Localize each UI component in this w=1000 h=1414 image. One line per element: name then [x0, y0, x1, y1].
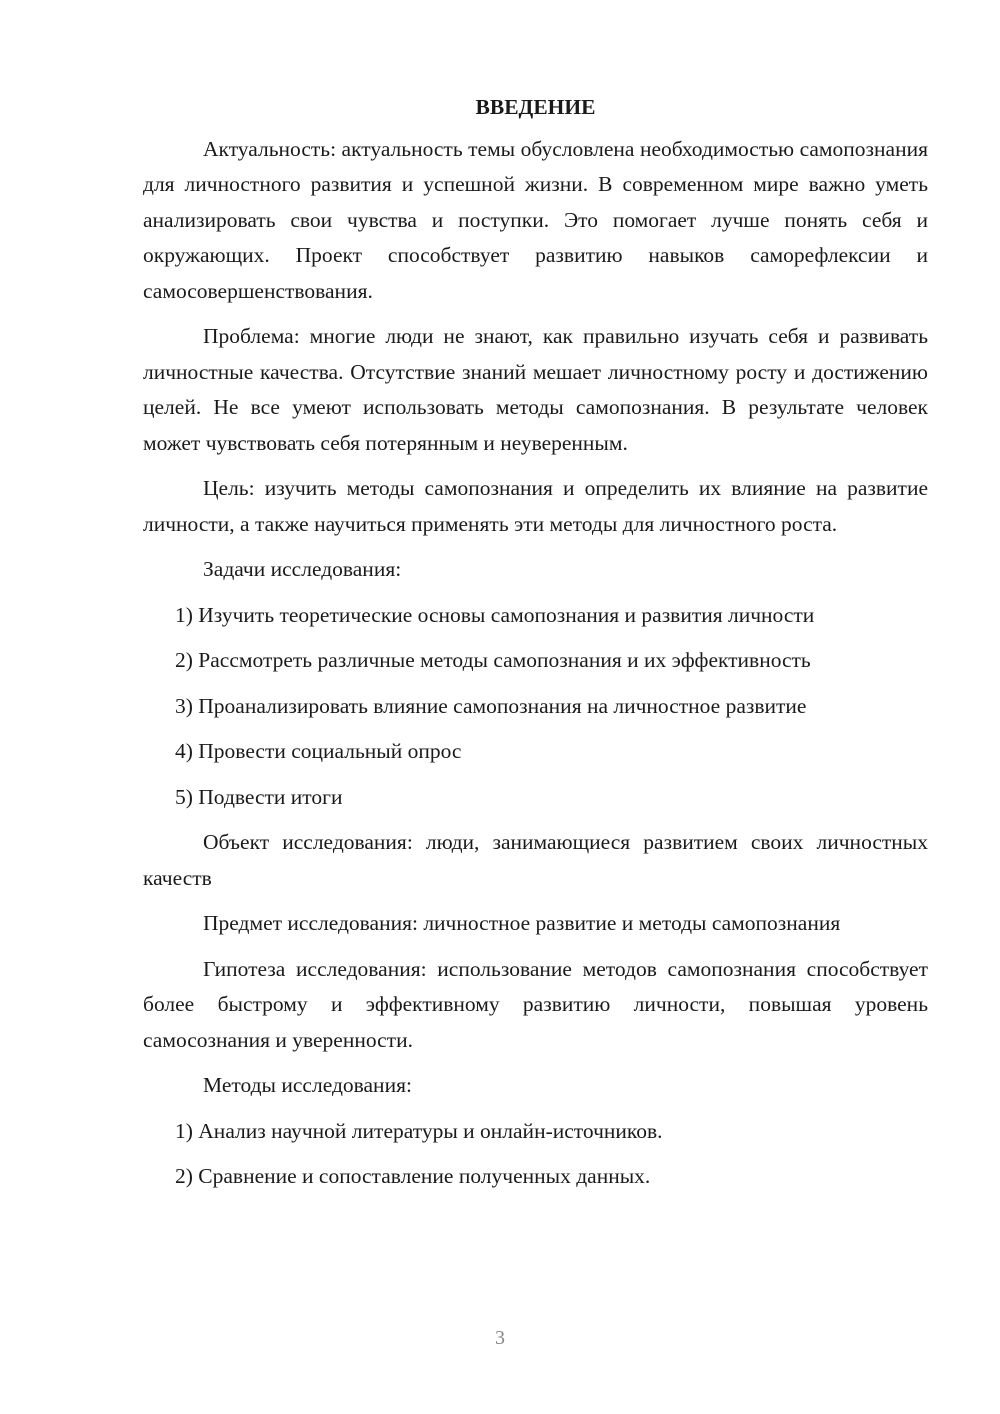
methods-title: Методы исследования:: [203, 1073, 412, 1097]
list-item: 1) Анализ научной литературы и онлайн-источников.: [175, 1118, 663, 1143]
methods-list: [143, 1114, 928, 1195]
list-item: 2) Сравнение и сопоставление полученных данных.: [175, 1164, 651, 1188]
list-item: 4) Провести социальный опрос: [175, 739, 462, 763]
list-item: 1) Изучить теоретические основы самопознания и развития личности: [175, 602, 815, 627]
list-item: 3) Проанализировать влияние самопознания на личностное развитие: [175, 693, 807, 718]
page-number: 3: [495, 1327, 505, 1349]
list-item: 2) Рассмотреть различные методы самопознания и их эффективность: [175, 648, 811, 672]
section-heading: ВВЕДЕНИЕ: [475, 95, 596, 119]
list-item: 5) Подвести итоги: [175, 784, 343, 809]
problem-paragraph: Проблема: многие люди не знают, как правильно изучать себя и развивать личностные качества. Отсутствие знаний мешает личностному росту и достижению целей. Не все умеют использовать методы самопознания. В результате человек может чувствовать себя потерянным и неуверенным.: [143, 324, 928, 455]
goal-paragraph: Цель: изучить методы самопознания и определить их влияние на развитие личности, а также научиться применять эти методы для личностного роста.: [143, 476, 928, 536]
subject-paragraph: Предмет исследования: личностное развитие и методы самопознания: [203, 911, 841, 935]
tasks-title: Задачи исследования:: [203, 557, 402, 581]
page-content: [143, 90, 928, 1205]
hypothesis-paragraph: Гипотеза исследования: использование методов самопознания способствует более быстрому и эффективному развитию личности, повышая уровень самосознания и уверенности.: [143, 956, 928, 1052]
relevance-paragraph: Актуальность: актуальность темы обусловлена необходимостью самопознания для личностного развития и успешной жизни. В современном мире важно уметь анализировать свои чувства и поступки. Это помогает лучше понять себя и окружающих. Проект способствует развитию навыков саморефлексии и самосовершенствования.: [143, 136, 928, 303]
tasks-list: [143, 598, 928, 816]
object-paragraph: Объект исследования: люди, занимающиеся развитием своих личностных качеств: [143, 830, 928, 890]
